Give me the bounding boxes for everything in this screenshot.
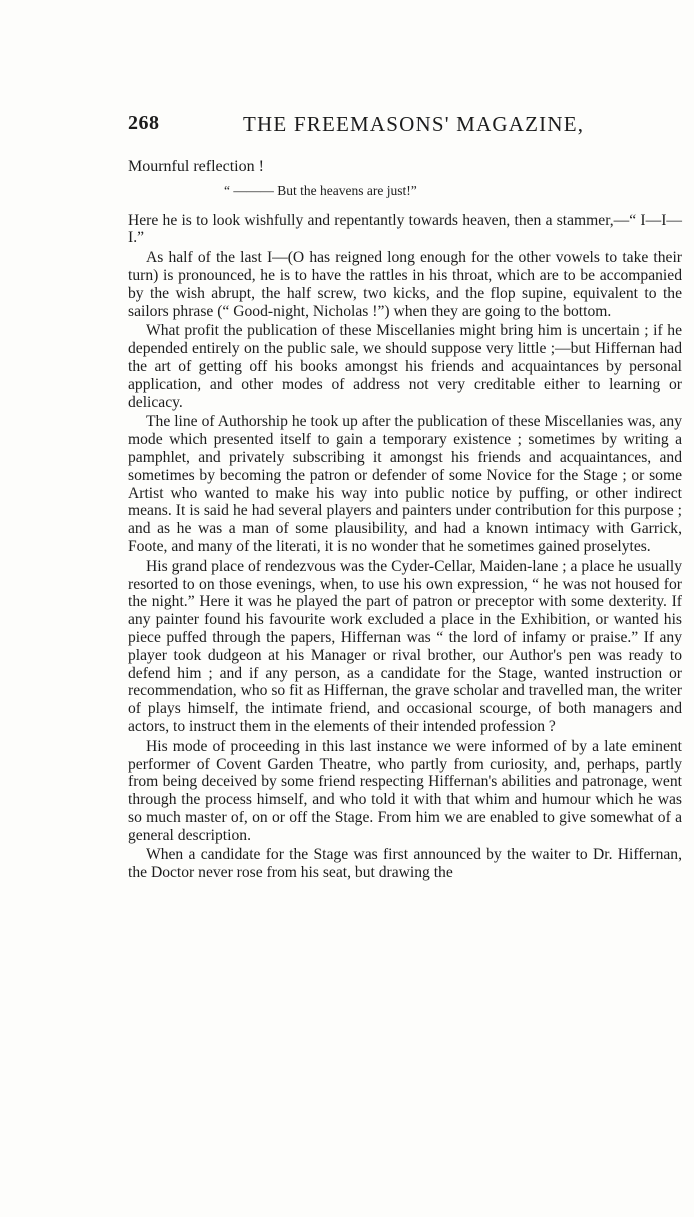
page-number: 268: [128, 112, 160, 134]
paragraph-profit: What profit the publication of these Miscellanies might bring him is uncertain ; if he depended entirely on the public sale, we should suppose very little ;—but Hiffernan had the art of getting off his books amongst his friends and acquaintances by personal application, and other modes of address not very creditable either to learning or delicacy.: [128, 322, 682, 411]
paragraph-authorship: The line of Authorship he took up after the publication of these Miscellanies was, any mode which presented itself to gain a temporary existence ; sometimes by writing a pamphlet, and privately subscribing it amongst his friends and acquaintances, and sometimes by becoming the patron or defender of some Novice for the Stage ; or some Artist who wanted to make his way into public notice by puffing, or other indirect means. It is said he had several players and painters under contribution for this purpose ; and as he was a man of some plausibility, and had a known intimacy with Garrick, Foote, and many of the literati, it is no wonder that he sometimes gained proselytes.: [128, 413, 682, 555]
paragraph-stammer: Here he is to look wishfully and repentantly towards heaven, then a stammer,—“ I—I—I.”: [128, 211, 682, 247]
running-title: THE FREEMASONS' MAGAZINE,: [243, 112, 585, 136]
quotation-line: “ ——— But the heavens are just!”: [224, 182, 417, 198]
article-body: [128, 158, 682, 884]
paragraph-rattles: As half of the last I—(O has reigned long enough for the other vowels to take their turn) is pronounced, he is to have the rattles in his throat, which are to be accompanied by the wish abrupt, the half screw, two kicks, and the flop supine, equivalent to the sailors phrase (“ Good-night, Nicholas !”) when they are going to the bottom.: [128, 249, 682, 320]
paragraph-rendezvous: His grand place of rendezvous was the Cyder-Cellar, Maiden-lane ; a place he usually resorted to on those evenings, when, to use his own expression, “ he was not housed for the night.” Here it was he played the part of patron or preceptor with some dexterity. If any painter found his favourite work excluded a place in the Exhibition, or wanted his piece puffed through the papers, Hiffernan was “ the lord of infamy or praise.” If any player took dudgeon at his Manager or rival brother, our Author's pen was ready to defend him ; and if any person, as a candidate for the Stage, wanted instruction or recommendation, who so fit as Hiffernan, the grave scholar and travelled man, the writer of plays himself, the intimate friend, and occasional scourge, of both managers and actors, to instruct them in the elements of their intended profession ?: [128, 557, 682, 735]
paragraph-mode-of-proceeding: His mode of proceeding in this last instance we were informed of by a late eminent performer of Covent Garden Theatre, who partly from curiosity, and, perhaps, partly from being deceived by some friend respecting Hiffernan's abilities and patronage, went through the process himself, and who told it with that whim and humour which he was so much master of, on or off the Stage. From him we are enabled to give somewhat of a general description.: [128, 737, 682, 844]
paragraph-candidate: When a candidate for the Stage was first announced by the waiter to Dr. Hiffernan, the Doctor never rose from his seat, but drawing the: [128, 846, 682, 882]
page-header: [128, 112, 680, 140]
paragraph-mournful-reflection: Mournful reflection !: [128, 158, 264, 175]
